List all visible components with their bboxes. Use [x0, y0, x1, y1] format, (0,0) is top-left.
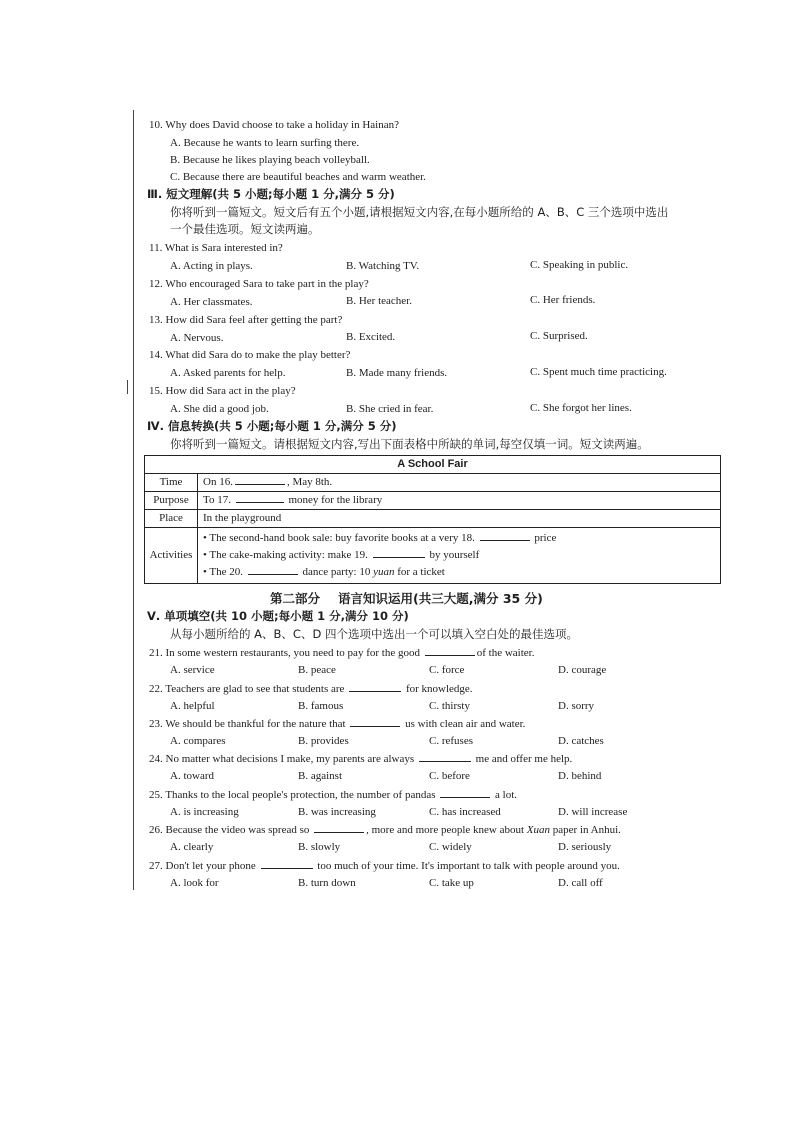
- q21-option-d: D. courage: [558, 664, 607, 676]
- q13-stem: [149, 313, 342, 327]
- q22-option-a: A. helpful: [170, 700, 215, 712]
- q12-option-a: A. Her classmates.: [170, 296, 253, 308]
- section3-instruction-2: 一个最佳选项。短文读两遍。: [170, 222, 320, 236]
- q23-option-b: B. provides: [298, 735, 349, 747]
- purpose-label: Purpose: [145, 492, 198, 510]
- activity-1-prefix: • The second-hand book sale: buy favorite books at a very 18.: [203, 532, 475, 544]
- q26-text-end: paper in Anhui.: [550, 824, 621, 836]
- q25-option-d: D. will increase: [558, 806, 628, 818]
- table-row: [145, 474, 721, 492]
- q25-text-before: Thanks to the local people's protection, the number of pandas: [165, 789, 436, 801]
- activity-3-prefix: • The 20.: [203, 566, 244, 578]
- q22-option-b: B. famous: [298, 700, 344, 712]
- q21-text-before: In some western restaurants, you need to pay for the good: [165, 647, 420, 659]
- activity-2: [203, 547, 715, 564]
- q23-text-after: us with clean air and water.: [405, 718, 526, 730]
- q12-text: Who encouraged Sara to take part in the play?: [165, 278, 369, 290]
- table-row: [145, 528, 721, 584]
- q23-number: 23.: [149, 718, 163, 730]
- q26-option-b: B. slowly: [298, 841, 341, 853]
- q24-option-d: D. behind: [558, 770, 602, 782]
- q27-option-c: C. take up: [429, 877, 474, 889]
- q25-option-c: C. has increased: [429, 806, 501, 818]
- q22-option-d: D. sorry: [558, 700, 595, 712]
- q26-option-a: A. clearly: [170, 841, 214, 853]
- q13-option-b: B. Excited.: [346, 331, 396, 343]
- q21-stem: [149, 645, 534, 660]
- q24-text-before: No matter what decisions I make, my parents are always: [165, 753, 415, 765]
- q24-blank[interactable]: [419, 751, 471, 762]
- q23-option-a: A. compares: [170, 735, 226, 747]
- activities-label: Activities: [145, 528, 198, 584]
- q11-text: What is Sara interested in?: [164, 242, 283, 254]
- q10-stem: [149, 118, 399, 132]
- q15-text: How did Sara act in the play?: [165, 385, 296, 397]
- school-fair-table: [144, 455, 721, 584]
- q21-blank[interactable]: [425, 645, 475, 656]
- activity-3: [203, 564, 715, 581]
- q14-option-c: C. Spent much time practicing.: [530, 366, 667, 378]
- q22-text-after: for knowledge.: [405, 683, 473, 695]
- q10-text: Why does David choose to take a holiday in Hainan?: [165, 119, 399, 131]
- q26-option-c: C. widely: [429, 841, 472, 853]
- q23-stem: [149, 716, 525, 731]
- blank-19[interactable]: [373, 547, 425, 558]
- table-row: [145, 510, 721, 528]
- purpose-suffix: money for the library: [288, 494, 383, 506]
- q11-option-a: A. Acting in plays.: [170, 260, 253, 272]
- q26-option-d: D. seriously: [558, 841, 612, 853]
- activity-1: [203, 530, 715, 547]
- purpose-value: [198, 492, 721, 510]
- q14-option-a: A. Asked parents for help.: [170, 367, 286, 379]
- section5-instruction: 从每小题所给的 A、B、C、D 四个选项中选出一个可以填入空白处的最佳选项。: [170, 627, 578, 641]
- q26-text-before: Because the video was spread so: [165, 824, 310, 836]
- q26-italic-word: Xuan: [526, 824, 551, 836]
- q26-number: 26.: [149, 824, 163, 836]
- purpose-prefix: To 17.: [203, 494, 231, 506]
- q14-stem: [149, 348, 350, 362]
- q14-text: What did Sara do to make the play better?: [165, 349, 351, 361]
- time-suffix: , May 8th.: [286, 476, 333, 488]
- q24-text-after: me and offer me help.: [475, 753, 573, 765]
- q24-stem: [149, 751, 572, 766]
- activity-2-prefix: • The cake-making activity: make 19.: [203, 549, 368, 561]
- q26-text-after: , more and more people knew about: [366, 824, 527, 836]
- section3-instruction-1: 你将听到一篇短文。短文后有五个小题,请根据短文内容,在每小题所给的 A、B、C 三个选项中选出: [170, 205, 669, 219]
- q10-option-b: B. Because he likes playing beach volleyball.: [170, 154, 370, 166]
- q27-number: 27.: [149, 860, 163, 872]
- activity-3-suffix: for a ticket: [394, 566, 445, 578]
- q25-option-b: B. was increasing: [298, 806, 376, 818]
- table-row: [145, 492, 721, 510]
- q27-text-after: too much of your time. It's important to talk with people around you.: [317, 860, 620, 872]
- q26-stem: [149, 822, 621, 837]
- blank-17[interactable]: [236, 492, 284, 503]
- q26-blank[interactable]: [314, 822, 364, 833]
- q23-text-before: We should be thankful for the nature that: [165, 718, 346, 730]
- q10-option-a: A. Because he wants to learn surfing there.: [170, 137, 360, 149]
- q15-number: 15.: [149, 385, 163, 397]
- q13-number: 13.: [149, 314, 163, 326]
- q24-option-c: C. before: [429, 770, 470, 782]
- q21-option-c: C. force: [429, 664, 465, 676]
- q25-text-after: a lot.: [495, 789, 517, 801]
- place-label: Place: [145, 510, 198, 528]
- q22-option-c: C. thirsty: [429, 700, 470, 712]
- q12-option-c: C. Her friends.: [530, 294, 596, 306]
- q24-option-a: A. toward: [170, 770, 214, 782]
- q27-option-a: A. look for: [170, 877, 219, 889]
- section5-heading: Ⅴ. 单项填空(共 10 小题;每小题 1 分,满分 10 分): [147, 609, 409, 623]
- q14-number: 14.: [149, 349, 163, 361]
- q25-blank[interactable]: [440, 787, 490, 798]
- q12-option-b: B. Her teacher.: [346, 295, 412, 307]
- q27-option-b: B. turn down: [298, 877, 356, 889]
- section4-heading: Ⅳ. 信息转换(共 5 小题;每小题 1 分,满分 5 分): [147, 419, 397, 433]
- q13-text: How did Sara feel after getting the part?: [165, 314, 343, 326]
- time-label: Time: [145, 474, 198, 492]
- place-value: In the playground: [198, 510, 721, 528]
- q23-blank[interactable]: [350, 716, 400, 727]
- q21-text-after: of the waiter.: [476, 647, 535, 659]
- q22-blank[interactable]: [349, 681, 401, 692]
- q21-option-b: B. peace: [298, 664, 336, 676]
- q22-number: 22.: [149, 683, 163, 695]
- q11-option-b: B. Watching TV.: [346, 260, 420, 272]
- q23-option-c: C. refuses: [429, 735, 473, 747]
- q11-number: 11.: [149, 242, 163, 254]
- q12-number: 12.: [149, 278, 163, 290]
- q23-option-d: D. catches: [558, 735, 604, 747]
- table-title: A School Fair: [145, 456, 721, 474]
- part2-label: 第二部分: [270, 591, 321, 606]
- margin-line: [133, 110, 134, 890]
- section3-heading: Ⅲ. 短文理解(共 5 小题;每小题 1 分,满分 5 分): [147, 187, 395, 201]
- blank-18[interactable]: [480, 530, 530, 541]
- q15-option-a: A. She did a good job.: [170, 403, 269, 415]
- part2-description: 语言知识运用(共三大题,满分 35 分): [338, 591, 543, 606]
- q22-text-before: Teachers are glad to see that students are: [165, 683, 345, 695]
- q13-option-c: C. Surprised.: [530, 330, 588, 342]
- activity-3-middle: dance party: 10: [302, 566, 374, 578]
- q13-option-a: A. Nervous.: [170, 332, 224, 344]
- part2-title: [270, 589, 543, 607]
- q11-stem: [149, 241, 283, 255]
- q22-stem: [149, 681, 473, 696]
- q24-option-b: B. against: [298, 770, 342, 782]
- q10-option-c: C. Because there are beautiful beaches and warm weather.: [170, 171, 426, 183]
- q14-option-b: B. Made many friends.: [346, 367, 448, 379]
- activity-2-suffix: by yourself: [429, 549, 480, 561]
- q21-number: 21.: [149, 647, 163, 659]
- activity-1-suffix: price: [534, 532, 557, 544]
- q10-number: 10.: [149, 119, 163, 131]
- margin-tick: [127, 380, 128, 394]
- time-prefix: On 16.: [203, 476, 233, 488]
- table-title-row: [145, 456, 721, 474]
- q25-stem: [149, 787, 517, 802]
- q25-number: 25.: [149, 789, 163, 801]
- blank-20[interactable]: [248, 564, 298, 575]
- q27-option-d: D. call off: [558, 877, 603, 889]
- q12-stem: [149, 277, 369, 291]
- q27-blank[interactable]: [261, 858, 313, 869]
- q27-stem: [149, 858, 620, 873]
- q15-stem: [149, 384, 296, 398]
- q15-option-b: B. She cried in fear.: [346, 403, 434, 415]
- activity-3-italic: yuan: [373, 566, 395, 578]
- activities-value: [198, 528, 721, 584]
- blank-16[interactable]: [235, 474, 285, 485]
- q11-option-c: C. Speaking in public.: [530, 259, 629, 271]
- q21-option-a: A. service: [170, 664, 215, 676]
- q27-text-before: Don't let your phone: [165, 860, 256, 872]
- q25-option-a: A. is increasing: [170, 806, 239, 818]
- section4-instruction: 你将听到一篇短文。请根据短文内容,写出下面表格中所缺的单词,每空仅填一词。短文读两遍。: [170, 437, 649, 451]
- time-value: [198, 474, 721, 492]
- q15-option-c: C. She forgot her lines.: [530, 402, 632, 414]
- q24-number: 24.: [149, 753, 163, 765]
